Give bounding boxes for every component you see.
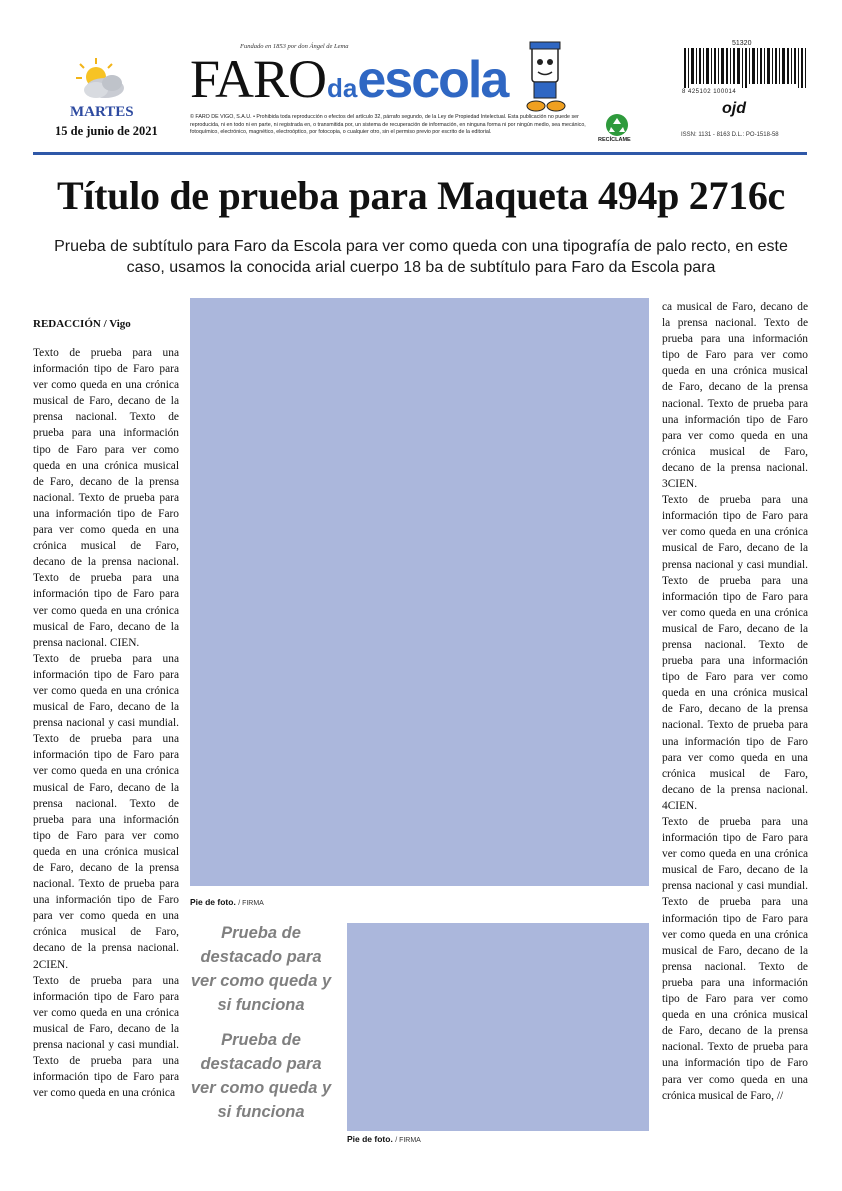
subtitle: Prueba de subtítulo para Faro da Escola para ver como queda con una tipografía de palo recto, en este caso, usamos la conocida arial cuerpo 18 ba de subtítulo para Faro da Escola para [54,238,788,276]
issn-info: ISSN: 1131 - 8163 D.L.: PO-1518-58 [681,132,779,138]
barcode-icon [684,48,806,88]
paragraph: ca musical de Faro, decano de la prensa nacional. Texto de prueba para una información tipo de Faro para ver como queda en una crónica musical de Faro, decano de la prensa nacional. Texto de prueba para una información tipo de Faro para ver como queda en una crónica musical de Faro, decano de la prensa nacional. 3CIEN. [662,301,808,491]
pull-quote: Prueba de destacado para ver como queda y si funciona [190,1031,332,1121]
logo-da: da [327,73,358,103]
mascot-lighthouse-icon [520,40,570,115]
reciclame-label: RECÍCLAME [598,137,631,143]
weekday: MARTES [70,104,134,120]
photo-caption-secondary [347,1134,421,1144]
ojd-logo: ojd [722,100,746,117]
caption-firma: / FIRMA [395,1137,421,1144]
photo-placeholder-secondary [347,923,649,1131]
photo-placeholder-main [190,298,649,886]
legal-notice: © FARO DE VIGO, S.A.U. • Prohibida toda reproducción o efectos del artículo 32, párrafo segundo, de la Ley de Propiedad Intelectual. Esta publicación no puede ser reproducida, ni en todo ni en parte, ni registrada en, o transmitida por, un sistema de recuperación de información, en ninguna forma ni por ningún medio, sea mecánico, fotoquímico, electrónico, magnético, electroóptico, por fotocopia, o cualquier otro, sin el permiso previo por escrito de la editorial. [190,114,586,135]
logo-faro: FARO [190,49,327,109]
masthead-logo [190,48,507,108]
paragraph: Texto de prueba para una información tipo de Faro para ver como queda en una crónica musical de Faro, decano de la prensa nacional y casi mundial. Texto de prueba para una información tipo de Faro para ver como queda en una crónica musical de Faro, decano de la prensa nacional. Texto de prueba para una información tipo de Faro para ver como queda en una crónica musical de Faro, decano de la prensa nacional. Texto de prueba para una información tipo de Faro para ver como queda en una crónica musical de Faro, decano de la prensa nacional. 4CIEN. [662,494,808,812]
headline: Título de prueba para Maqueta 494p 2716c [56,173,786,218]
logo-escola: escola [357,51,508,109]
barcode-number: 51320 [732,40,752,47]
caption-label: Pie de foto. [190,897,236,907]
photo-caption-main [190,897,264,907]
barcode-digits: 8 425102 100014 [682,89,737,95]
issue-date: 15 de junio de 2021 [55,124,158,138]
column-left [33,345,179,1145]
paragraph: Texto de prueba para una información tipo de Faro para ver como queda en una crónica musical de Faro, decano de la prensa nacional y casi mundial. Texto de prueba para una información tipo de Faro para ver como queda en una crónica musical de Faro, decano de la prensa nacional. Texto de prueba para una información tipo de Faro para ver como queda en una crónica musical de Faro, decano de la prensa nacional. Texto de prueba para una información tipo de Faro para ver como queda en una crónica musical de Faro, decano de la prensa nacional. 2CIEN. [33,652,179,971]
paragraph: Texto de prueba para una información tipo de Faro para ver como queda en una crónica musical de Faro, decano de la prensa nacional y casi mundial. Texto de prueba para una información tipo de Faro para ver como queda en una crónica [33,974,179,1100]
column-right [662,299,808,1149]
caption-label: Pie de foto. [347,1134,393,1144]
paragraph: Texto de prueba para una información tipo de Faro para ver como queda en una crónica musical de Faro, decano de la prensa nacional y casi mundial. Texto de prueba para una información tipo de Faro para ver como queda en una crónica musical de Faro, decano de la prensa nacional. Texto de prueba para una información tipo de Faro para ver como queda en una crónica musical de Faro, decano de la prensa nacional. Texto de prueba para una información tipo de Faro para ver como queda en una crónica musical de Faro, // [662,816,808,1102]
caption-firma: / FIRMA [238,900,264,907]
masthead-rule [33,152,807,155]
weather-sun-cloud-icon [72,56,128,102]
byline: REDACCIÓN / Vigo [33,318,131,330]
founded-note: Fundado en 1853 por don Ángel de Lema [240,43,349,50]
pull-quote: Prueba de destacado para ver como queda y si funciona [190,924,332,1014]
recycle-icon [605,113,629,137]
paragraph: Texto de prueba para una información tipo de Faro para ver como queda en una crónica musical de Faro, decano de la prensa nacional. Texto de prueba para una información tipo de Faro para ver como queda en una crónica musical de Faro, decano de la prensa nacional. Texto de prueba para una información tipo de Faro para ver como queda en una crónica musical de Faro, decano de la prensa nacional. Texto de prueba para una información tipo de Faro para ver como queda en una crónica musical de Faro, decano de la prensa nacional. CIEN. [33,347,179,649]
